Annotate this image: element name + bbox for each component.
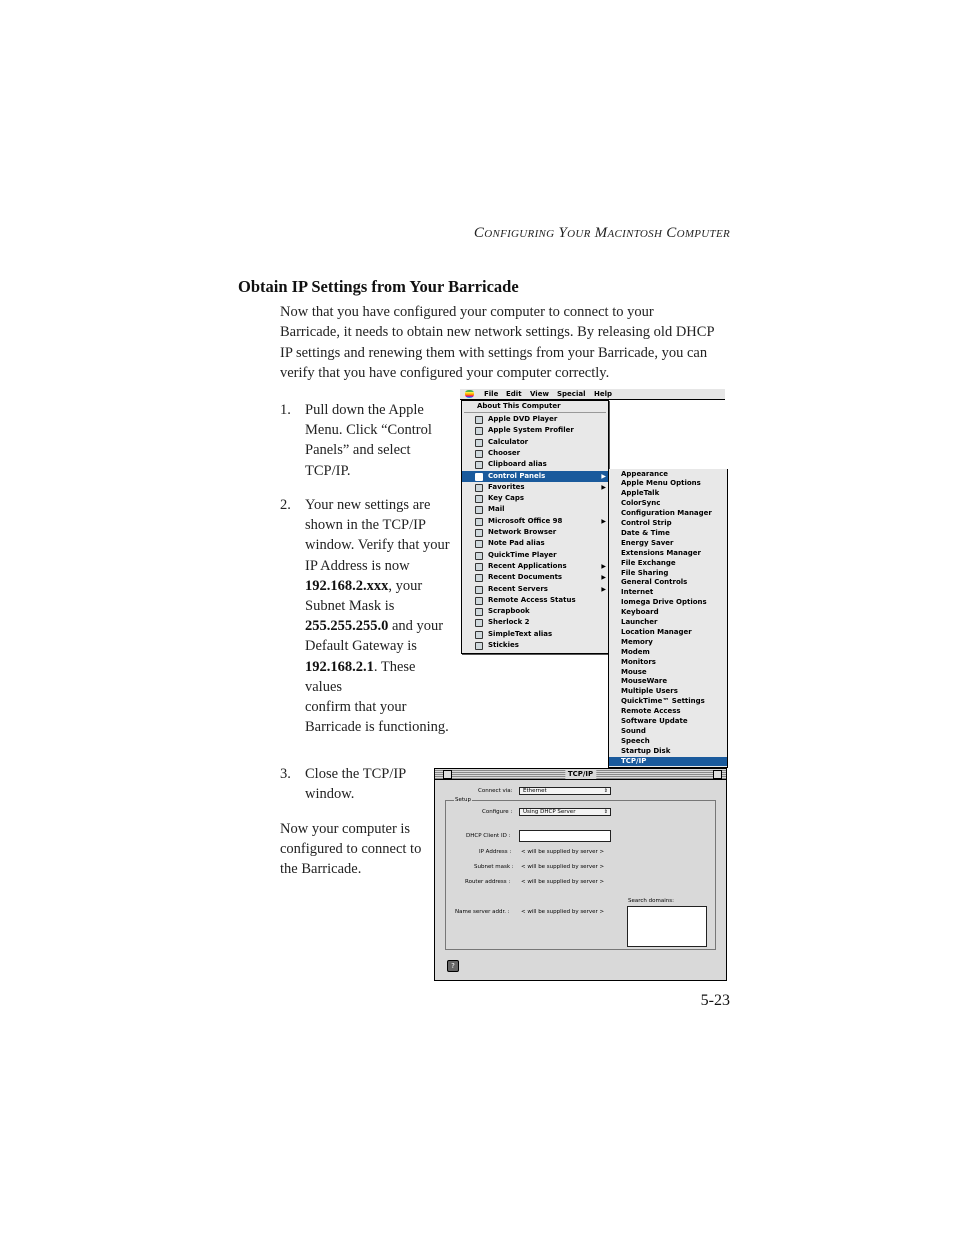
app-icon xyxy=(475,416,483,424)
search-domains-field[interactable] xyxy=(627,906,707,947)
submenu-item[interactable] xyxy=(609,747,727,757)
app-icon xyxy=(475,540,483,548)
menu-item[interactable] xyxy=(462,584,608,595)
name-server-label: Name server addr. : xyxy=(455,909,510,915)
menu-item[interactable] xyxy=(462,617,608,628)
menu-item[interactable] xyxy=(462,595,608,606)
search-domains-label: Search domains: xyxy=(628,898,674,904)
app-icon xyxy=(475,495,483,503)
submenu-item[interactable] xyxy=(609,608,727,618)
connect-via-label: Connect via: xyxy=(478,788,513,794)
menu-item-label: Note Pad alias xyxy=(488,539,545,548)
submenu-item-label: Monitors xyxy=(621,657,656,666)
submenu-item-label: Location Manager xyxy=(621,627,692,636)
submenu-arrow-icon: ▶ xyxy=(601,517,606,525)
menu-item[interactable] xyxy=(462,572,608,583)
connect-via-popup[interactable] xyxy=(519,787,611,795)
control-panels-submenu xyxy=(608,469,728,768)
help-icon[interactable]: ? xyxy=(447,960,459,972)
submenu-item[interactable] xyxy=(609,569,727,579)
menu-special[interactable]: Special xyxy=(557,390,586,398)
submenu-item-label: Keyboard xyxy=(621,608,659,617)
submenu-item-label: Appearance xyxy=(621,469,668,478)
menu-item-label: Control Panels xyxy=(488,471,546,480)
app-icon xyxy=(475,631,483,639)
intro-paragraph xyxy=(280,302,740,384)
gateway-value: 192.168.2.1 xyxy=(305,658,374,675)
submenu-item[interactable] xyxy=(609,668,727,678)
submenu-item-label: Speech xyxy=(621,736,650,745)
menu-item[interactable] xyxy=(462,538,608,549)
menu-item-label: Key Caps xyxy=(488,494,525,503)
dhcp-client-id-label: DHCP Client ID : xyxy=(466,833,511,839)
app-icon xyxy=(475,529,483,537)
step-number: 3. xyxy=(280,766,291,782)
submenu-item-label: Startup Disk xyxy=(621,746,671,755)
menu-item[interactable] xyxy=(462,527,608,538)
menu-file[interactable]: File xyxy=(484,390,499,398)
submenu-item-label: Energy Saver xyxy=(621,538,674,547)
subnet-mask-value: 255.255.255.0 xyxy=(305,618,389,635)
step-line: Subnet Mask is xyxy=(305,598,395,615)
submenu-item-label: Remote Access xyxy=(621,707,681,716)
setup-label: Setup xyxy=(455,797,472,803)
submenu-arrow-icon: ▶ xyxy=(601,562,606,570)
submenu-item[interactable] xyxy=(609,658,727,668)
submenu-item-label: AppleTalk xyxy=(621,489,660,498)
app-icon xyxy=(475,439,483,447)
menu-item-label: Favorites xyxy=(488,482,525,491)
menu-item-label: Apple System Profiler xyxy=(488,426,574,435)
submenu-item-label: Memory xyxy=(621,637,653,646)
app-icon xyxy=(475,461,483,469)
ip-address-value: 192.168.2.xxx xyxy=(305,577,389,594)
window-title-bar[interactable] xyxy=(435,769,726,780)
menu-item-label: Chooser xyxy=(488,448,521,457)
menu-item[interactable] xyxy=(462,629,608,640)
submenu-item-label: General Controls xyxy=(621,578,688,587)
menu-item-label: SimpleText alias xyxy=(488,629,553,638)
section-title: Obtain IP Settings from Your Barricade xyxy=(238,277,519,296)
submenu-item-label: Mouse xyxy=(621,667,647,676)
step-number: 1. xyxy=(280,402,291,418)
step-line: Close the TCP/IP xyxy=(305,766,407,782)
menu-item[interactable] xyxy=(462,550,608,561)
step-line: TCP/IP. xyxy=(305,462,351,479)
apple-menu-dropdown xyxy=(461,400,609,654)
submenu-item[interactable] xyxy=(609,707,727,717)
submenu-item-label: MouseWare xyxy=(621,677,668,686)
submenu-item[interactable] xyxy=(609,727,727,737)
menu-edit[interactable]: Edit xyxy=(506,390,522,398)
submenu-item[interactable] xyxy=(609,638,727,648)
close-box-icon[interactable] xyxy=(443,770,452,779)
step-line: shown in the TCP/IP xyxy=(305,517,426,534)
menu-item-label: Recent Applications xyxy=(488,561,567,570)
submenu-item[interactable] xyxy=(609,489,727,499)
menu-item-label: Recent Documents xyxy=(488,573,563,582)
step-line xyxy=(305,576,455,596)
router-address-value: < will be supplied by server > xyxy=(521,879,605,885)
submenu-item-label: Launcher xyxy=(621,618,658,626)
router-address-label: Router address : xyxy=(465,879,511,885)
submenu-item[interactable] xyxy=(609,697,727,707)
app-icon xyxy=(475,484,483,492)
step-line: IP Address is now xyxy=(305,557,410,574)
step-line: window. xyxy=(305,786,355,803)
app-icon xyxy=(475,518,483,526)
submenu-item[interactable] xyxy=(609,717,727,727)
submenu-item-label: ColorSync xyxy=(621,499,661,508)
closing-line: the Barricade. xyxy=(280,861,362,878)
intro-line: verify that you have configured your computer correctly. xyxy=(280,365,610,382)
mac-menubar xyxy=(460,389,725,400)
name-server-value: < will be supplied by server > xyxy=(521,909,605,915)
app-icon xyxy=(475,552,483,560)
step-line: confirm that your xyxy=(305,699,407,716)
menu-help[interactable]: Help xyxy=(594,390,613,398)
step-number: 2. xyxy=(280,497,291,513)
menu-item[interactable] xyxy=(462,482,608,493)
submenu-item[interactable] xyxy=(609,559,727,569)
menu-item[interactable] xyxy=(462,504,608,515)
submenu-arrow-icon: ▶ xyxy=(601,574,606,582)
step-line xyxy=(305,657,455,697)
submenu-item-label: QuickTime™ Settings xyxy=(621,697,705,706)
configure-value: Using DHCP Server xyxy=(523,809,576,815)
submenu-item[interactable] xyxy=(609,509,727,519)
submenu-item[interactable] xyxy=(609,628,727,638)
step-text: and your xyxy=(388,618,444,635)
app-icon xyxy=(475,473,483,481)
step-line: Menu. Click “Control xyxy=(305,422,432,439)
closing-paragraph xyxy=(280,819,440,880)
submenu-item-label: File Sharing xyxy=(621,568,669,577)
app-icon xyxy=(475,427,483,435)
step-line: Barricade is functioning. xyxy=(305,719,449,736)
submenu-item[interactable] xyxy=(609,677,727,687)
submenu-item[interactable] xyxy=(609,737,727,747)
menu-item-label: Apple DVD Player xyxy=(488,415,558,423)
submenu-item-label: Modem xyxy=(621,647,650,656)
menu-item[interactable] xyxy=(462,425,608,436)
submenu-item[interactable] xyxy=(609,499,727,509)
running-header: Configuring Your Macintosh Computer xyxy=(473,225,730,241)
submenu-item[interactable] xyxy=(609,588,727,598)
menu-item-label: Microsoft Office 98 xyxy=(488,516,563,525)
apple-logo-icon[interactable] xyxy=(465,390,474,398)
step-3 xyxy=(280,764,460,806)
submenu-item-label: TCP/IP xyxy=(621,756,647,765)
submenu-item[interactable] xyxy=(609,687,727,697)
submenu-item[interactable] xyxy=(609,549,727,559)
submenu-item-label: Control Strip xyxy=(621,519,672,527)
menu-item[interactable] xyxy=(462,561,608,572)
submenu-item[interactable] xyxy=(609,598,727,608)
page-number: 5-23 xyxy=(700,992,730,1009)
submenu-item-label: Software Update xyxy=(621,717,688,725)
menu-item[interactable] xyxy=(462,606,608,617)
connect-via-value: Ethernet xyxy=(523,788,547,794)
popup-arrows-icon: ⇕ xyxy=(603,788,608,794)
intro-line: Barricade, it needs to obtain new network settings. By releasing old DHCP xyxy=(280,324,715,341)
submenu-item-label: Sound xyxy=(621,726,646,735)
menu-view[interactable]: View xyxy=(530,390,549,398)
intro-line: IP settings and renewing them with settings from your Barricade, you can xyxy=(280,344,708,361)
submenu-item-label: Multiple Users xyxy=(621,687,678,696)
app-icon xyxy=(475,450,483,458)
step-text: . These values xyxy=(305,658,416,695)
app-icon xyxy=(475,608,483,616)
submenu-arrow-icon: ▶ xyxy=(601,585,606,593)
step-line xyxy=(305,616,455,636)
submenu-item[interactable] xyxy=(609,470,727,480)
step-line: window. Verify that your xyxy=(305,537,450,554)
submenu-item-label: File Exchange xyxy=(621,558,676,567)
menu-item[interactable] xyxy=(462,448,608,459)
subnet-mask-label: Subnet mask : xyxy=(474,864,514,870)
menu-separator xyxy=(464,412,606,413)
ip-address-value: < will be supplied by server > xyxy=(521,849,605,855)
menu-item-label: Network Browser xyxy=(488,528,557,536)
step-line: Your new settings are xyxy=(305,497,431,513)
configure-popup[interactable] xyxy=(519,808,611,816)
collapse-box-icon[interactable] xyxy=(713,770,722,779)
menu-item-label: Recent Servers xyxy=(488,584,548,593)
closing-line: configured to connect to xyxy=(280,841,422,858)
tcpip-window xyxy=(434,768,727,981)
step-text: , your xyxy=(388,577,423,594)
step-line: Default Gateway is xyxy=(305,638,417,655)
submenu-item-label: Apple Menu Options xyxy=(621,479,701,488)
menu-item-label: QuickTime Player xyxy=(488,550,557,559)
subnet-mask-value: < will be supplied by server > xyxy=(521,864,605,870)
submenu-item[interactable] xyxy=(609,519,727,529)
app-icon xyxy=(475,642,483,650)
dhcp-client-id-field[interactable] xyxy=(519,830,611,842)
intro-line: Now that you have configured your computer to connect to your xyxy=(280,304,654,320)
submenu-arrow-icon: ▶ xyxy=(601,472,606,480)
step-line: Pull down the Apple xyxy=(305,402,424,418)
menu-item[interactable] xyxy=(462,516,608,527)
submenu-item[interactable] xyxy=(609,618,727,628)
menu-item[interactable] xyxy=(462,437,608,448)
submenu-item[interactable] xyxy=(609,648,727,658)
submenu-item[interactable] xyxy=(609,479,727,489)
app-icon xyxy=(475,586,483,594)
menu-item[interactable] xyxy=(462,471,608,482)
step-line: Panels” and select xyxy=(305,442,411,459)
menu-item[interactable] xyxy=(462,414,608,425)
app-icon xyxy=(475,597,483,605)
step-1 xyxy=(280,400,460,484)
ip-address-label: IP Address : xyxy=(479,849,512,855)
submenu-arrow-icon: ▶ xyxy=(601,483,606,491)
menu-item-label: Calculator xyxy=(488,437,529,446)
window-title: TCP/IP xyxy=(565,769,596,779)
menu-item-label: Clipboard alias xyxy=(488,460,547,469)
menu-item[interactable] xyxy=(462,640,608,651)
app-icon xyxy=(475,574,483,582)
menu-item-label: Mail xyxy=(488,505,505,514)
menu-item[interactable] xyxy=(462,493,608,504)
submenu-item-label: Iomega Drive Options xyxy=(621,598,707,607)
submenu-item-label: Extensions Manager xyxy=(621,548,701,557)
submenu-item-label: Date & Time xyxy=(621,528,670,537)
app-icon xyxy=(475,619,483,627)
closing-line: Now your computer is xyxy=(280,821,411,837)
app-icon xyxy=(475,563,483,571)
menu-item-label: Scrapbook xyxy=(488,607,530,616)
app-icon xyxy=(475,506,483,514)
submenu-item[interactable] xyxy=(609,757,727,767)
configure-label: Configure : xyxy=(482,809,513,815)
menu-item-label: Stickies xyxy=(488,641,519,649)
menu-item-label: Remote Access Status xyxy=(488,595,576,604)
submenu-item-label: Internet xyxy=(621,588,654,597)
menu-item-about[interactable]: About This Computer xyxy=(477,402,561,410)
step-2 xyxy=(280,495,460,736)
submenu-item[interactable] xyxy=(609,539,727,549)
submenu-item[interactable] xyxy=(609,529,727,539)
submenu-item-label: Configuration Manager xyxy=(621,509,712,518)
submenu-item[interactable] xyxy=(609,578,727,588)
menu-item[interactable] xyxy=(462,459,608,470)
popup-arrows-icon: ⇕ xyxy=(603,809,608,815)
menu-item-label: Sherlock 2 xyxy=(488,618,530,627)
